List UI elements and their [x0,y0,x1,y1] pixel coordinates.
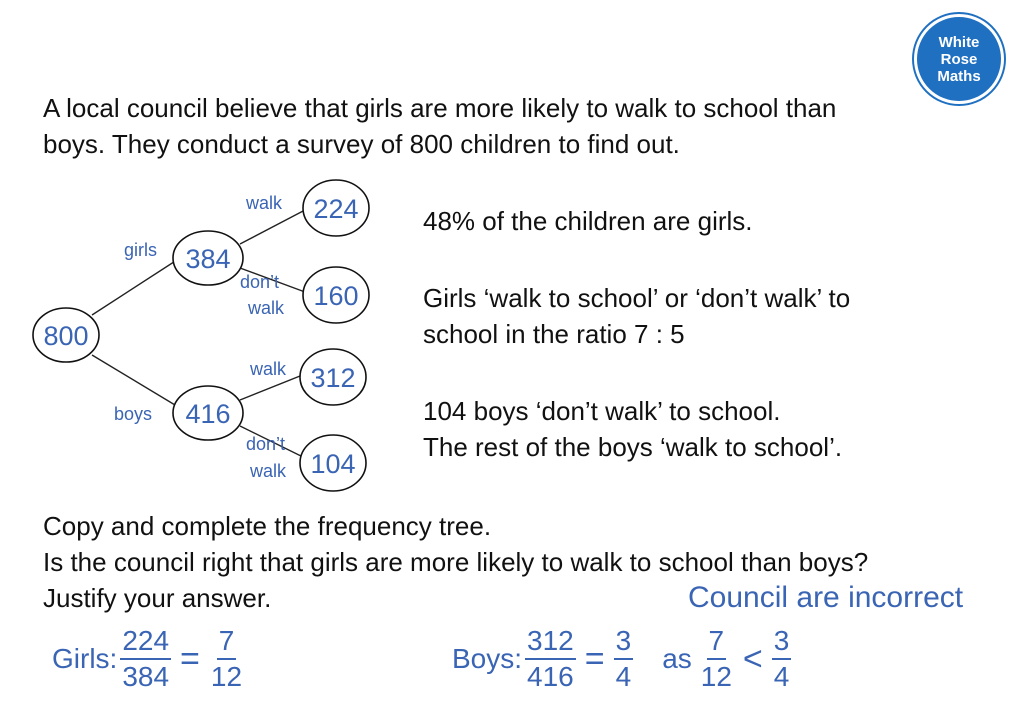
label-boys-dont-1: don’t [246,434,286,454]
label-boys-walk: walk [250,359,287,379]
intro-line-2: boys. They conduct a survey of 800 children to find out. [43,129,680,159]
logo-line2: Rose [940,50,978,68]
girls-simplified-denominator: 12 [210,661,243,692]
boys-value: 416 [185,399,231,429]
boys-fraction [525,624,576,694]
compare-left-denominator: 12 [700,661,732,692]
logo-line1: White [938,33,980,51]
branch-girls [92,258,180,315]
boys-simplified-denominator: 4 [615,661,632,692]
girls-dont-value: 160 [313,281,359,311]
branch-boys [92,355,180,408]
girls-equals: = [180,639,200,678]
boys-numerator: 312 [525,624,576,660]
as-word: as [662,643,692,674]
fact-ratio-line-1: Girls ‘walk to school’ or ‘don’t walk’ to [423,283,851,313]
fact-ratio-line-2: school in the ratio 7 : 5 [423,319,685,349]
boys-walk-value: 312 [310,363,356,393]
girls-denominator: 384 [122,661,170,692]
fact-boys-line-2: The rest of the boys ‘walk to school’. [423,432,843,462]
label-girls: girls [124,240,158,260]
fact-girls-percent: 48% of the children are girls. [423,206,753,236]
label-girls-dont-1: don’t [240,272,280,292]
branch-boys-walk [240,376,300,400]
girls-fraction [120,624,171,694]
logo-line3: Maths [937,67,981,85]
fact-boys-line-1: 104 boys ‘don’t walk’ to school. [423,396,781,426]
task-line-2: Is the council right that girls are more likely to walk to school than boys? [43,547,869,577]
compare-left-numerator: 7 [707,624,727,660]
girls-working [52,624,247,694]
task-line-3: Justify your answer. [43,583,272,613]
girls-simplified-numerator: 7 [217,624,237,660]
compare-right-denominator: 4 [773,661,790,692]
label-boys-dont-2: walk [250,461,287,481]
root-value: 800 [43,321,89,351]
boys-dont-value: 104 [310,449,356,479]
label-girls-walk: walk [246,193,283,213]
answer-conclusion: Council are incorrect [688,581,964,614]
girls-value: 384 [185,244,231,274]
boys-equals: = [584,639,605,678]
boys-denominator: 416 [527,661,574,692]
boys-simplified-numerator: 3 [614,624,634,660]
compare-right-numerator: 3 [772,624,792,660]
compare-left-fraction [699,624,734,694]
boys-working [452,624,794,694]
girls-label: Girls: [52,643,118,674]
label-boys: boys [114,404,153,424]
girls-simplified-fraction [209,624,244,694]
boys-label: Boys: [452,643,523,674]
intro-line-1: A local council believe that girls are more likely to walk to school than [43,93,837,123]
girls-numerator: 224 [120,624,171,660]
white-rose-maths-logo [914,14,1004,104]
frequency-tree [0,0,400,500]
task-line-1: Copy and complete the frequency tree. [43,511,492,541]
compare-right-fraction [772,624,792,694]
branch-girls-walk [240,210,305,244]
boys-simplified-fraction [614,624,634,694]
less-than-sign: < [742,639,763,678]
label-girls-dont-2: walk [248,298,285,318]
girls-walk-value: 224 [313,194,359,224]
